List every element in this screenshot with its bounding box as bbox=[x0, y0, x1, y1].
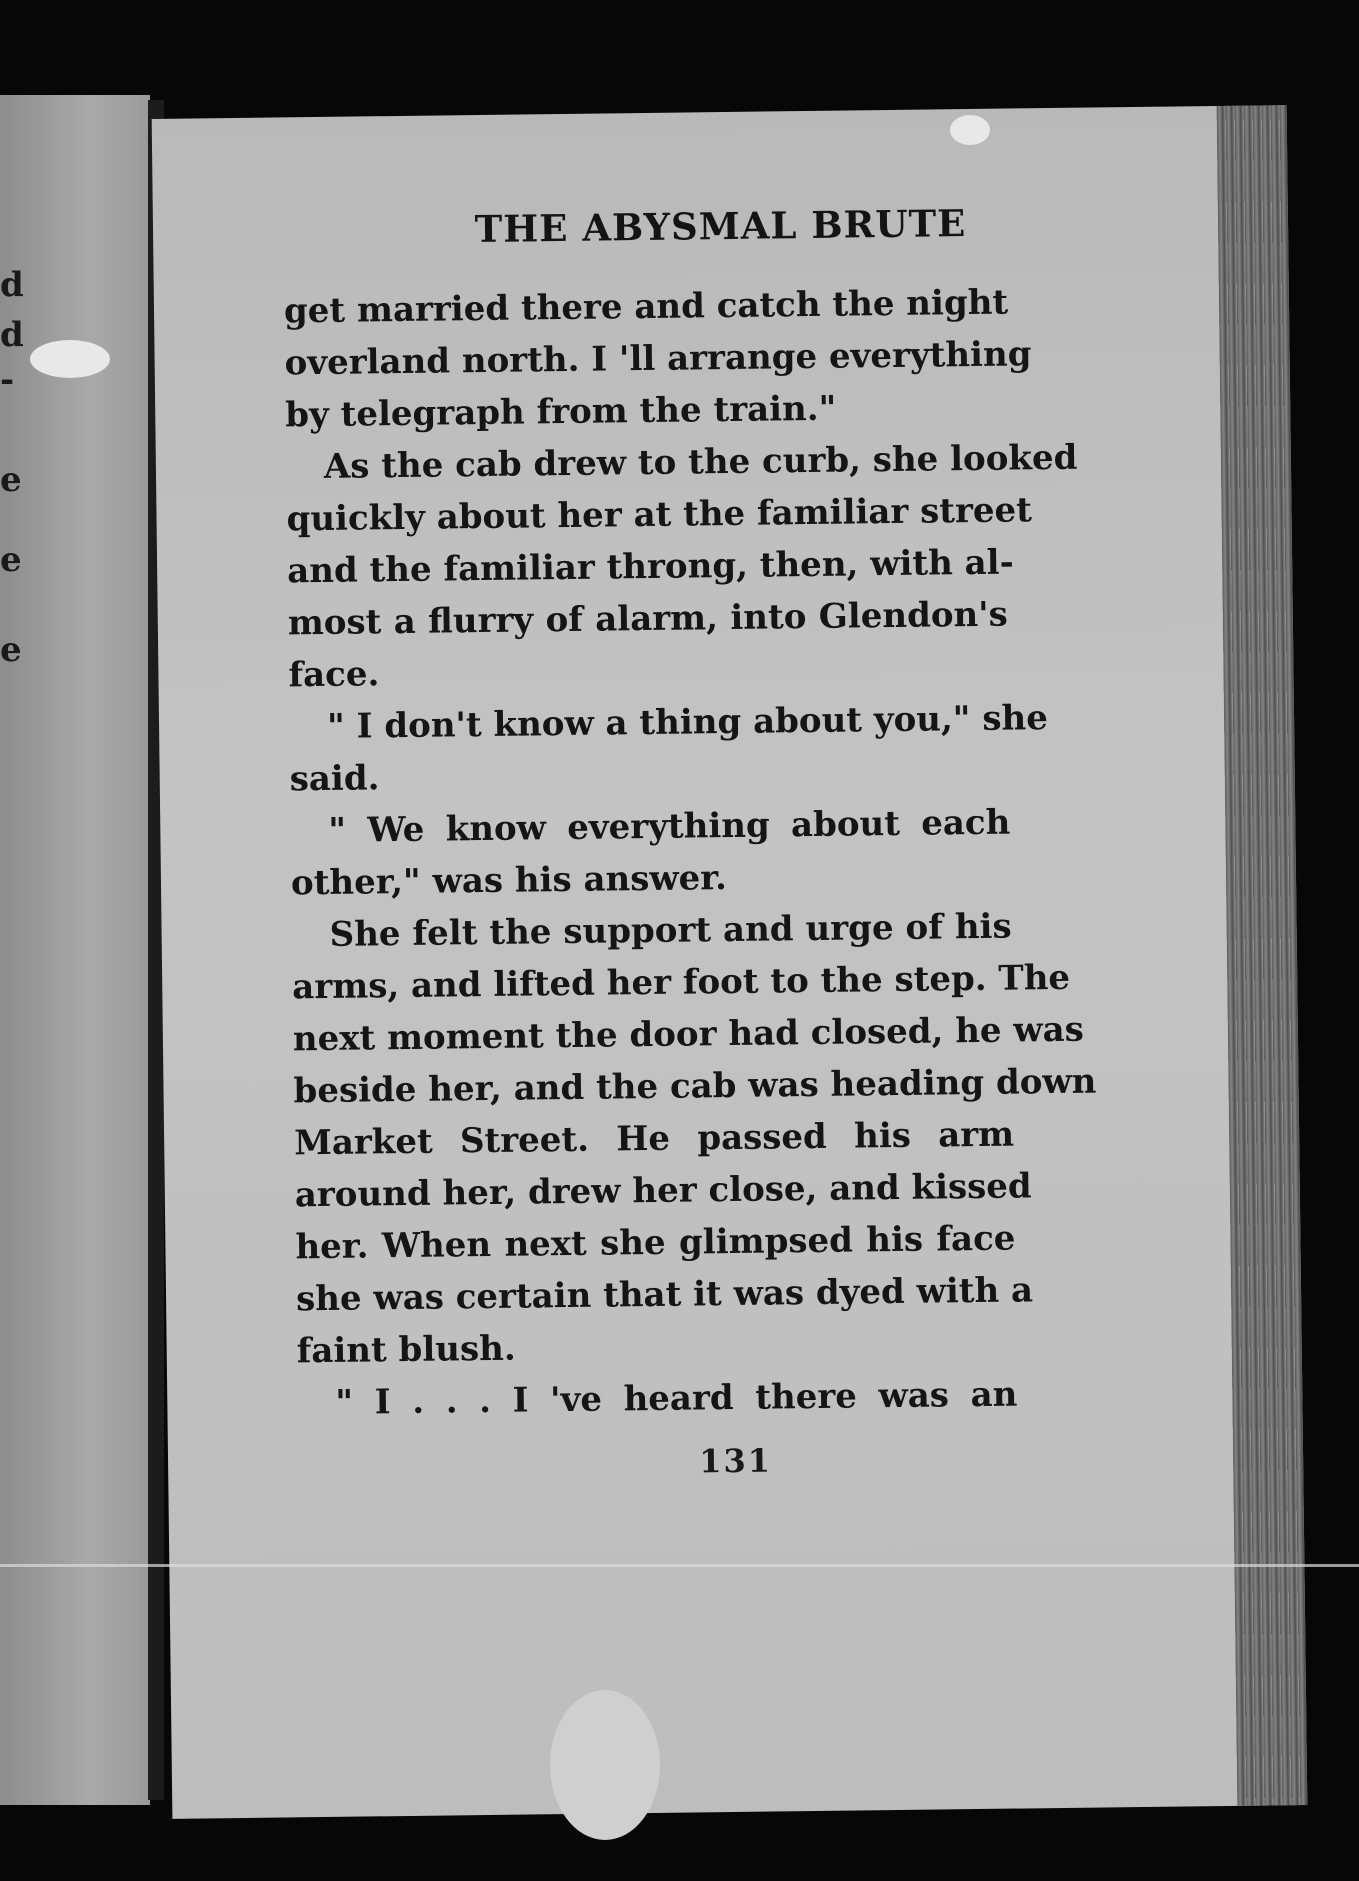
previous-page-fragment: e bbox=[0, 460, 22, 500]
book-page bbox=[152, 105, 1308, 1819]
text-line: most a flurry of alarm, into Glendon's bbox=[287, 594, 1009, 644]
text-line: She felt the support and urge of his bbox=[329, 906, 1012, 955]
film-scratch bbox=[0, 1564, 1359, 1567]
text-line: As the cab drew to the curb, she looked bbox=[323, 437, 1078, 487]
text-line: she was certain that it was dyed with a bbox=[295, 1270, 1034, 1320]
previous-page-fragment: e bbox=[0, 630, 22, 670]
text-line: " I don't know a thing about you," she bbox=[326, 698, 1049, 747]
text-line: get married there and catch the night bbox=[283, 282, 1009, 332]
text-line: " I . . . I 've heard there was an bbox=[335, 1374, 1018, 1423]
text-line: her. When next she glimpsed his face bbox=[295, 1218, 1016, 1268]
text-line: Market Street. He passed his arm bbox=[293, 1114, 1015, 1164]
running-head: THE ABYSMAL BRUTE bbox=[474, 201, 967, 252]
text-line: " We know everything about each bbox=[328, 802, 1011, 851]
film-speck bbox=[950, 115, 990, 145]
text-line: faint blush. bbox=[296, 1328, 516, 1372]
page-number: 131 bbox=[698, 1441, 773, 1481]
text-line: face. bbox=[288, 654, 380, 696]
text-line: overland north. I 'll arrange everything bbox=[284, 334, 1032, 384]
previous-page-fragment: - bbox=[0, 360, 15, 400]
text-line: said. bbox=[289, 758, 380, 800]
text-line: and the familiar throng, then, with al- bbox=[286, 542, 1014, 592]
body-text bbox=[283, 277, 1097, 1430]
previous-page-fragment: d bbox=[0, 265, 24, 305]
page-edge bbox=[1217, 105, 1308, 1806]
text-line: beside her, and the cab was heading down bbox=[293, 1061, 1097, 1112]
previous-page-fragment: e bbox=[0, 540, 22, 580]
previous-page-fragment: d bbox=[0, 315, 24, 355]
film-speck bbox=[550, 1690, 660, 1840]
text-line: arms, and lifted her foot to the step. The bbox=[292, 957, 1071, 1008]
text-line: next moment the door had closed, he was bbox=[292, 1009, 1085, 1060]
text-line: around her, drew her close, and kissed bbox=[294, 1166, 1032, 1216]
film-speck bbox=[30, 340, 110, 378]
text-line: quickly about her at the familiar street bbox=[286, 490, 1033, 540]
text-line: other," was his answer. bbox=[290, 858, 728, 904]
text-line: by telegraph from the train." bbox=[285, 388, 837, 436]
